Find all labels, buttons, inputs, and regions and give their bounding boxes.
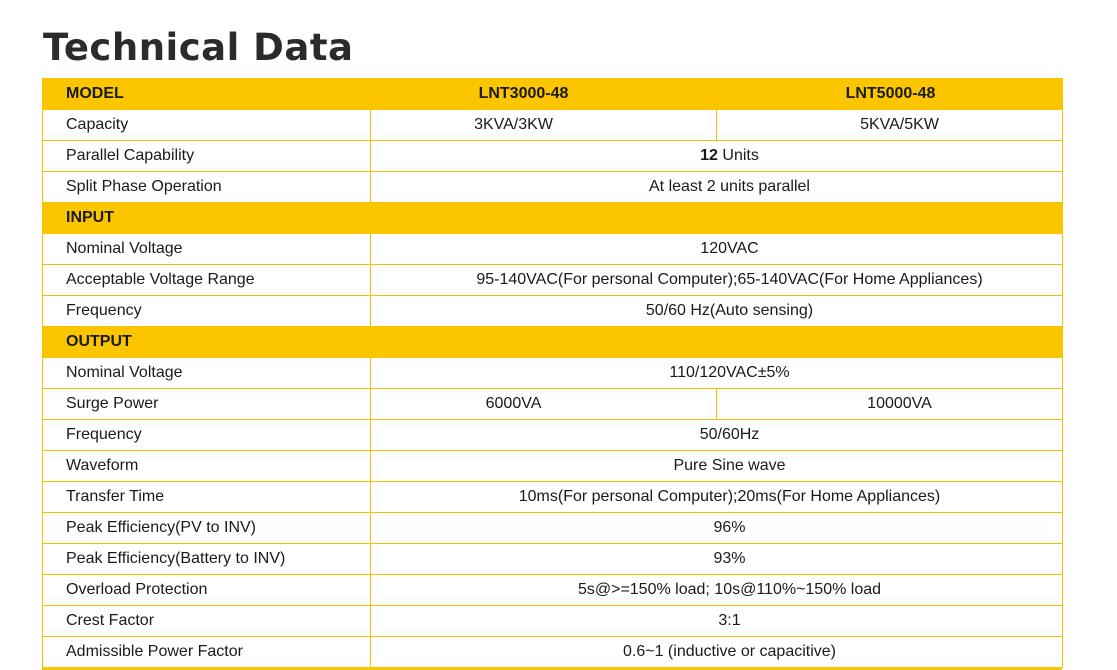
row-label: Acceptable Voltage Range	[43, 265, 371, 296]
split-phase-value: At least 2 units parallel	[371, 172, 1063, 203]
row-label: Nominal Voltage	[43, 358, 371, 389]
model-b-label: LNT5000-48	[717, 79, 1063, 110]
table-row	[43, 637, 1063, 668]
row-label: Frequency	[43, 420, 371, 451]
table-row-split-phase	[43, 172, 1063, 203]
parallel-units-text: Units	[717, 147, 759, 164]
section-output	[43, 327, 1063, 358]
row-label: Waveform	[43, 451, 371, 482]
table-row	[43, 606, 1063, 637]
model-label: MODEL	[43, 79, 371, 110]
row-label: Nominal Voltage	[43, 234, 371, 265]
row-label: Crest Factor	[43, 606, 371, 637]
row-value: 3:1	[371, 606, 1063, 637]
table-row	[43, 358, 1063, 389]
capacity-b-value: 5KVA/5KW	[717, 110, 1063, 141]
surge-a-value: 6000VA	[371, 389, 717, 420]
capacity-a-value: 3KVA/3KW	[371, 110, 717, 141]
table-row-capacity	[43, 110, 1063, 141]
table-row	[43, 234, 1063, 265]
table-row	[43, 296, 1063, 327]
row-value: 0.6~1 (inductive or capacitive)	[371, 637, 1063, 668]
row-label: Overload Protection	[43, 575, 371, 606]
row-label: Peak Efficiency(Battery to INV)	[43, 544, 371, 575]
row-value: 96%	[371, 513, 1063, 544]
table-row	[43, 420, 1063, 451]
row-value: 50/60Hz	[371, 420, 1063, 451]
model-a-label: LNT3000-48	[371, 79, 717, 110]
table-row	[43, 451, 1063, 482]
row-value: 120VAC	[371, 234, 1063, 265]
table-row	[43, 482, 1063, 513]
row-value: 5s@>=150% load; 10s@110%~150% load	[371, 575, 1063, 606]
row-value: 110/120VAC±5%	[371, 358, 1063, 389]
section-input	[43, 203, 1063, 234]
table-row	[43, 544, 1063, 575]
row-label: Peak Efficiency(PV to INV)	[43, 513, 371, 544]
row-label: Surge Power	[43, 389, 371, 420]
row-label: Parallel Capability	[43, 141, 371, 172]
row-value: 10ms(For personal Computer);20ms(For Home Appliances)	[371, 482, 1063, 513]
section-title: OUTPUT	[43, 327, 371, 358]
row-value: Pure Sine wave	[371, 451, 1063, 482]
row-label: Frequency	[43, 296, 371, 327]
parallel-units-number: 12	[700, 147, 718, 164]
table-row-surge-power	[43, 389, 1063, 420]
row-value: 95-140VAC(For personal Computer);65-140VAC(For Home Appliances)	[371, 265, 1063, 296]
surge-b-value: 10000VA	[717, 389, 1063, 420]
parallel-value	[371, 141, 1063, 172]
row-label: Capacity	[43, 110, 371, 141]
row-label: Split Phase Operation	[43, 172, 371, 203]
section-title: INPUT	[43, 203, 371, 234]
table-row	[43, 513, 1063, 544]
row-label: Transfer Time	[43, 482, 371, 513]
table-row-parallel	[43, 141, 1063, 172]
table-row	[43, 575, 1063, 606]
row-label: Admissible Power Factor	[43, 637, 371, 668]
row-value: 93%	[371, 544, 1063, 575]
technical-data-table	[42, 78, 1063, 668]
page-title: Technical Data	[43, 26, 354, 69]
row-value: 50/60 Hz(Auto sensing)	[371, 296, 1063, 327]
table-row	[43, 265, 1063, 296]
model-header-row	[43, 79, 1063, 110]
